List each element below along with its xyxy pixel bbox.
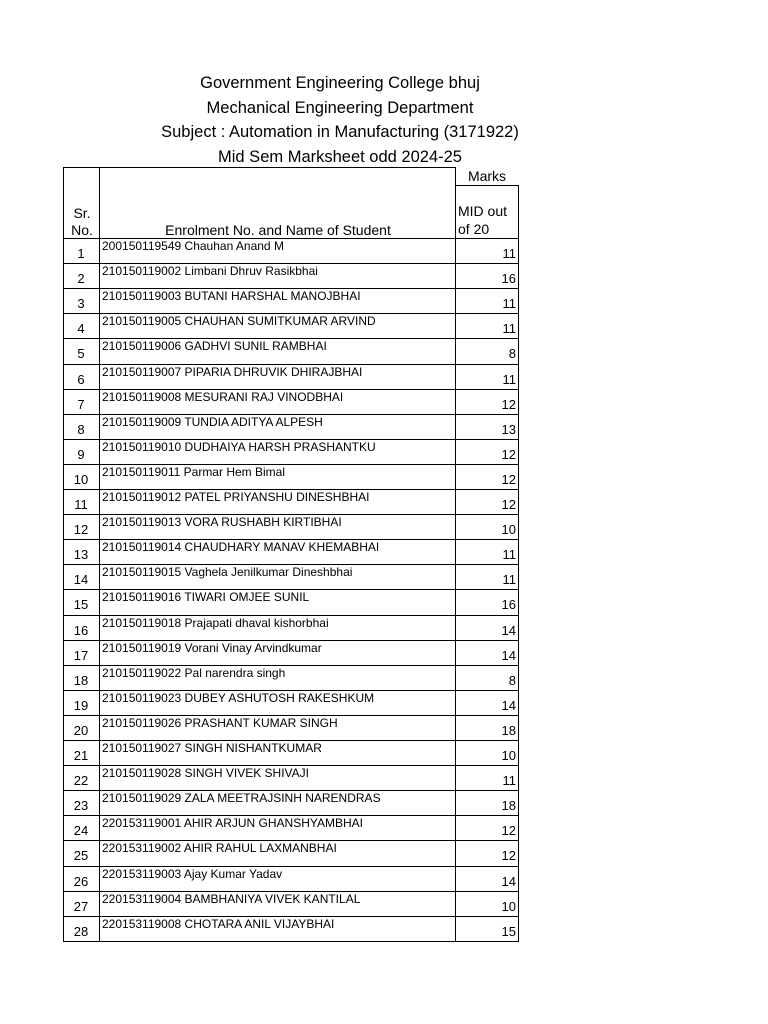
row-mid-marks: 15 bbox=[501, 923, 516, 939]
row-mid-marks: 11 bbox=[502, 246, 516, 261]
row-sr-no: 14 bbox=[73, 572, 89, 588]
row-student: 220153119002 AHIR RAHUL LAXMANBHAI bbox=[102, 841, 337, 856]
row-student: 210150119009 TUNDIA ADITYA ALPESH bbox=[102, 414, 323, 429]
row-sr-no: 1 bbox=[77, 246, 85, 261]
row-student: 210150119018 Prajapati dhaval kishorbhai bbox=[102, 615, 329, 630]
row-mid-marks: 11 bbox=[502, 321, 516, 337]
row-mid-marks: 14 bbox=[501, 647, 516, 663]
row-sr-no: 4 bbox=[77, 321, 85, 337]
row-student: 210150119013 VORA RUSHABH KIRTIBHAI bbox=[102, 515, 342, 530]
row-student: 210150119027 SINGH NISHANTKUMAR bbox=[102, 741, 322, 755]
row-student: 210150119002 Limbani Dhruv Rasikbhai bbox=[102, 264, 318, 279]
row-mid-marks: 8 bbox=[508, 346, 516, 362]
row-student: 210150119012 PATEL PRIYANSHU DINESHBHAI bbox=[102, 490, 370, 504]
row-student: 210150119026 PRASHANT KUMAR SINGH bbox=[102, 715, 338, 730]
student-header: Enrolment No. and Name of Student bbox=[165, 222, 391, 238]
row-student: 220153119001 AHIR ARJUN GHANSHYAMBHAI bbox=[102, 816, 364, 831]
row-mid-marks: 11 bbox=[502, 547, 516, 563]
row-sr-no: 28 bbox=[73, 923, 89, 939]
row-mid-marks: 16 bbox=[501, 271, 516, 287]
row-student: 210150119010 DUDHAIYA HARSH PRASHANTKU bbox=[102, 439, 376, 454]
row-mid-marks: 10 bbox=[501, 898, 516, 914]
row-student: 200150119549 Chauhan Anand M bbox=[102, 239, 284, 253]
row-sr-no: 7 bbox=[77, 396, 85, 412]
row-mid-marks: 10 bbox=[501, 522, 516, 538]
row-mid-marks: 12 bbox=[501, 497, 516, 512]
row-sr-no: 23 bbox=[73, 798, 89, 814]
row-mid-marks: 12 bbox=[501, 446, 516, 462]
row-sr-no: 16 bbox=[73, 622, 89, 638]
row-sr-no: 9 bbox=[77, 446, 85, 462]
row-student: 210150119029 ZALA MEETRAJSINH NARENDRAS bbox=[102, 791, 381, 806]
row-sr-no: 13 bbox=[73, 547, 89, 563]
college-name: Government Engineering College bhuj bbox=[200, 74, 480, 92]
row-mid-marks: 18 bbox=[501, 798, 516, 814]
marks-subheader-line bbox=[455, 185, 519, 186]
row-student: 220153119008 CHOTARA ANIL VIJAYBHAI bbox=[102, 916, 335, 931]
mid-header-line2: of 20 bbox=[458, 221, 490, 237]
row-student: 210150119006 GADHVI SUNIL RAMBHAI bbox=[102, 339, 327, 354]
row-sr-no: 17 bbox=[73, 647, 89, 663]
row-sr-no: 3 bbox=[77, 296, 85, 312]
row-sr-no: 5 bbox=[77, 346, 85, 362]
row-sr-no: 22 bbox=[73, 773, 89, 789]
table-border-top bbox=[63, 167, 456, 168]
row-sr-no: 20 bbox=[73, 722, 89, 738]
row-mid-marks: 13 bbox=[501, 421, 516, 437]
row-sr-no: 27 bbox=[73, 898, 89, 914]
row-mid-marks: 11 bbox=[502, 296, 516, 312]
row-sr-no: 19 bbox=[73, 697, 89, 713]
row-mid-marks: 12 bbox=[501, 848, 516, 864]
row-student: 210150119015 Vaghela Jenilkumar Dineshbhai bbox=[102, 565, 353, 580]
row-student: 210150119016 TIWARI OMJEE SUNIL bbox=[102, 590, 310, 605]
row-divider bbox=[63, 941, 519, 942]
department-name: Mechanical Engineering Department bbox=[206, 99, 474, 117]
row-sr-no: 10 bbox=[73, 471, 89, 487]
row-sr-no: 8 bbox=[77, 421, 85, 437]
sr-header-line2: No. bbox=[71, 222, 93, 238]
row-mid-marks: 14 bbox=[501, 622, 516, 638]
row-sr-no: 2 bbox=[77, 271, 85, 287]
row-student: 210150119011 Parmar Hem Bimal bbox=[102, 464, 285, 479]
row-student: 220153119003 Ajay Kumar Yadav bbox=[102, 866, 283, 881]
row-mid-marks: 8 bbox=[508, 672, 516, 688]
row-sr-no: 6 bbox=[77, 371, 85, 387]
row-mid-marks: 11 bbox=[502, 572, 516, 588]
row-mid-marks: 18 bbox=[501, 722, 516, 738]
marksheet-title: Mid Sem Marksheet odd 2024-25 bbox=[218, 148, 462, 166]
row-sr-no: 25 bbox=[73, 848, 89, 864]
row-mid-marks: 14 bbox=[501, 697, 516, 713]
row-student: 210150119028 SINGH VIVEK SHIVAJI bbox=[102, 766, 310, 781]
sr-header-line1: Sr. bbox=[73, 205, 91, 221]
row-mid-marks: 11 bbox=[502, 371, 516, 387]
row-student: 210150119008 MESURANI RAJ VINODBHAI bbox=[102, 389, 344, 404]
row-student: 210150119023 DUBEY ASHUTOSH RAKESHKUM bbox=[102, 690, 375, 705]
table-divider-sr bbox=[99, 167, 100, 942]
row-student: 210150119005 CHAUHAN SUMITKUMAR ARVIND bbox=[102, 314, 376, 329]
row-mid-marks: 14 bbox=[501, 873, 516, 889]
row-student: 210150119022 Pal narendra singh bbox=[102, 665, 286, 680]
row-sr-no: 15 bbox=[73, 597, 89, 613]
row-mid-marks: 11 bbox=[502, 773, 516, 789]
row-sr-no: 11 bbox=[74, 497, 88, 512]
row-mid-marks: 12 bbox=[501, 823, 516, 839]
row-student: 210150119014 CHAUDHARY MANAV KHEMABHAI bbox=[102, 540, 380, 555]
row-sr-no: 21 bbox=[73, 748, 89, 763]
row-student: 220153119004 BAMBHANIYA VIVEK KANTILAL bbox=[102, 891, 361, 906]
row-student: 210150119003 BUTANI HARSHAL MANOJBHAI bbox=[102, 289, 361, 304]
row-mid-marks: 12 bbox=[501, 396, 516, 412]
row-student: 210150119007 PIPARIA DHRUVIK DHIRAJBHAI bbox=[102, 364, 363, 379]
row-sr-no: 26 bbox=[73, 873, 89, 889]
subject-title: Subject : Automation in Manufacturing (3171922) bbox=[161, 123, 519, 141]
row-sr-no: 24 bbox=[73, 823, 89, 839]
row-mid-marks: 12 bbox=[501, 471, 516, 487]
row-sr-no: 18 bbox=[73, 672, 89, 688]
marks-group-header: Marks bbox=[467, 168, 507, 184]
row-sr-no: 12 bbox=[73, 522, 89, 538]
row-mid-marks: 16 bbox=[501, 597, 516, 613]
mid-header-line1: MID out bbox=[458, 203, 508, 219]
row-student: 210150119019 Vorani Vinay Arvindkumar bbox=[102, 640, 322, 655]
row-mid-marks: 10 bbox=[501, 748, 516, 763]
